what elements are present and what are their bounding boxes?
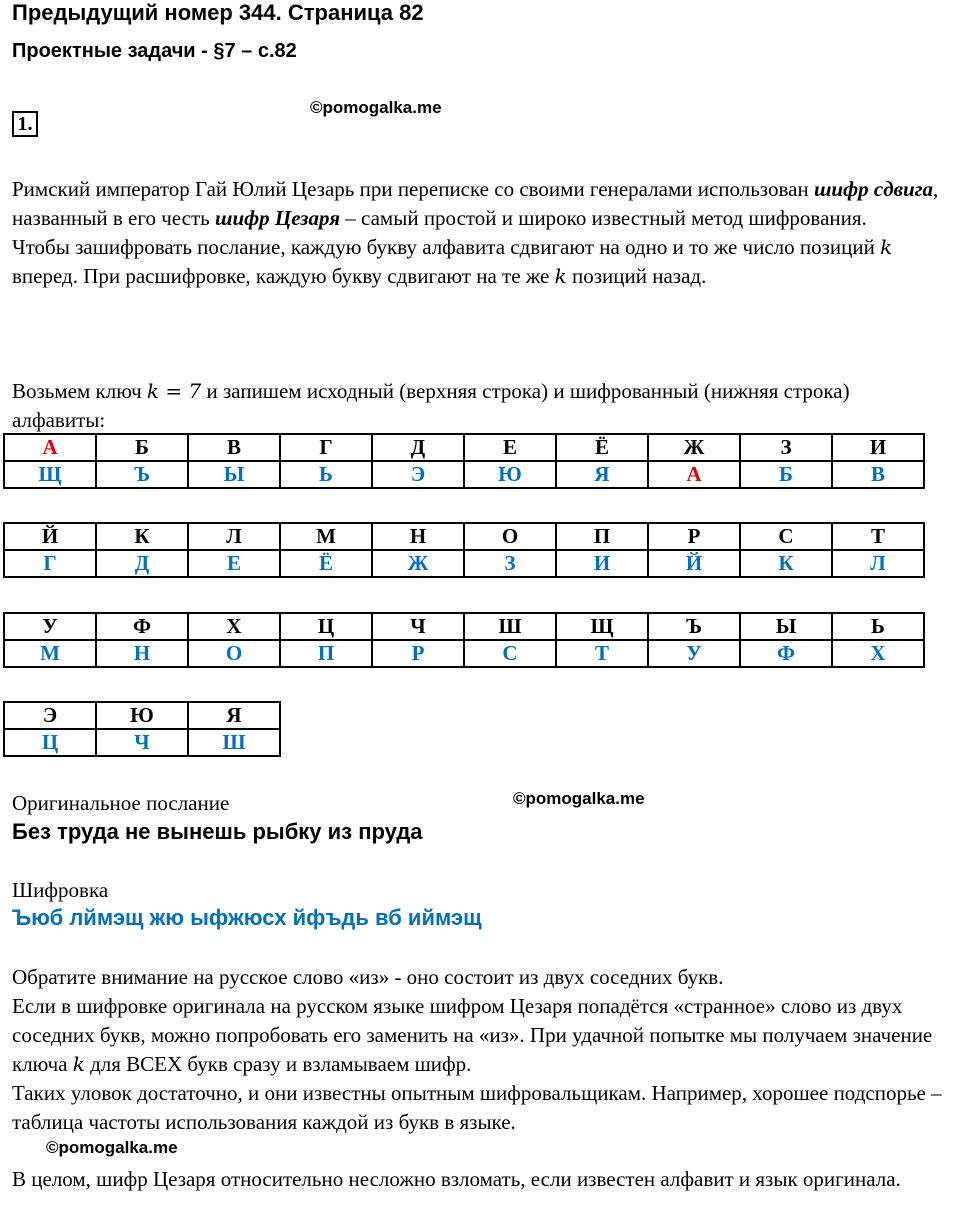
- alphabet-table-3: [3, 612, 925, 668]
- intro-paragraph-2: Чтобы зашифровать послание, каждую букву алфавита сдвигают на одно и то же число позиций k вперед. При расшифровке, каждую букву сдвигают на те же k позиций назад.: [12, 235, 893, 288]
- intro-text: [12, 175, 942, 291]
- cipher-letter-cell: Щ: [4, 461, 96, 488]
- watermark: ©pomogalka.me: [513, 789, 645, 808]
- watermark: ©pomogalka.me: [310, 98, 442, 117]
- page-title: Предыдущий номер 344. Страница 82: [12, 0, 424, 25]
- cipher-letter-cell: Ь: [280, 461, 372, 488]
- note-paragraph-3: Таких уловок достаточно, и они известны опытным шифровальщикам. Например, хорошее подспорье – таблица частоты использования каждой из букв в языке.: [12, 1081, 942, 1134]
- cipher-letter-cell: О: [188, 640, 280, 667]
- plain-letter-cell: Б: [96, 434, 188, 461]
- plain-letter-cell: Ж: [648, 434, 740, 461]
- plain-letter-cell: Ф: [96, 613, 188, 640]
- cipher-letter-cell: Г: [4, 550, 96, 577]
- plain-row: [4, 523, 924, 550]
- key-formula: k = 7: [146, 379, 202, 403]
- original-message: Без труда не вынешь рыбку из пруда: [12, 819, 423, 844]
- cipher-letter-cell: Н: [96, 640, 188, 667]
- cipher-letter-cell: Ц: [4, 729, 96, 756]
- alphabet-table-1: [3, 433, 925, 489]
- cipher-letter-cell: Л: [832, 550, 924, 577]
- plain-letter-cell: Л: [188, 523, 280, 550]
- plain-letter-cell: А: [4, 434, 96, 461]
- cipher-letter-cell: Э: [372, 461, 464, 488]
- cipher-row: [4, 729, 280, 756]
- plain-letter-cell: Х: [188, 613, 280, 640]
- intro-paragraph-1: Римский император Гай Юлий Цезарь при переписке со своими генералами использован шифр сдвига, названный в его честь шифр Цезаря – самый простой и широко известный метод шифрования.: [12, 177, 939, 230]
- key-paragraph: Возьмем ключ k = 7 и запишем исходный (верхняя строка) и шифрованный (нижняя строка) алфавиты:: [12, 379, 850, 432]
- plain-letter-cell: К: [96, 523, 188, 550]
- plain-letter-cell: Ц: [280, 613, 372, 640]
- plain-letter-cell: П: [556, 523, 648, 550]
- plain-letter-cell: О: [464, 523, 556, 550]
- plain-letter-cell: Э: [4, 702, 96, 729]
- cipher-letter-cell: Х: [832, 640, 924, 667]
- cipher-letter-cell: В: [832, 461, 924, 488]
- plain-letter-cell: Н: [372, 523, 464, 550]
- cipher-row: [4, 640, 924, 667]
- cipher-letter-cell: Ш: [188, 729, 280, 756]
- cipher-letter-cell: Й: [648, 550, 740, 577]
- cipher-row: [4, 550, 924, 577]
- plain-letter-cell: Ё: [556, 434, 648, 461]
- plain-letter-cell: И: [832, 434, 924, 461]
- plain-letter-cell: Ь: [832, 613, 924, 640]
- original-label: Оригинальное послание: [12, 791, 230, 815]
- cipher-letter-cell: Д: [96, 550, 188, 577]
- cipher-letter-cell: Ы: [188, 461, 280, 488]
- plain-letter-cell: Д: [372, 434, 464, 461]
- cipher-label: Шифровка: [12, 878, 109, 902]
- cipher-letter-cell: Ж: [372, 550, 464, 577]
- cipher-letter-cell: З: [464, 550, 556, 577]
- note-paragraph-2: Если в шифровке оригинала на русском языке шифром Цезаря попадётся «странное» слово из двух соседних букв, можно попробовать его заменить на «из». При удачной попытке мы получаем значение ключа k для ВСЕХ букв сразу и взламываем шифр.: [12, 994, 933, 1076]
- cipher-message: Ъюб лймэщ жю ыфжюсх йфъдь вб иймэщ: [12, 905, 482, 930]
- cipher-letter-cell: Т: [556, 640, 648, 667]
- cipher-letter-cell: А: [648, 461, 740, 488]
- plain-row: [4, 613, 924, 640]
- plain-letter-cell: Г: [280, 434, 372, 461]
- plain-letter-cell: Ъ: [648, 613, 740, 640]
- plain-letter-cell: Ш: [464, 613, 556, 640]
- plain-letter-cell: Ю: [96, 702, 188, 729]
- plain-row: [4, 702, 280, 729]
- plain-letter-cell: С: [740, 523, 832, 550]
- cipher-letter-cell: К: [740, 550, 832, 577]
- notes-text: [12, 963, 942, 1137]
- cipher-letter-cell: Ч: [96, 729, 188, 756]
- plain-letter-cell: Я: [188, 702, 280, 729]
- plain-letter-cell: Й: [4, 523, 96, 550]
- alphabet-table-2: [3, 522, 925, 578]
- cipher-row: [4, 461, 924, 488]
- cipher-letter-cell: Ф: [740, 640, 832, 667]
- plain-letter-cell: З: [740, 434, 832, 461]
- plain-row: [4, 434, 924, 461]
- plain-letter-cell: У: [4, 613, 96, 640]
- conclusion-text: [12, 1165, 942, 1194]
- plain-letter-cell: Р: [648, 523, 740, 550]
- page-subtitle: Проектные задачи - §7 – с.82: [12, 40, 297, 62]
- note-paragraph-1: Обратите внимание на русское слово «из» - оно состоит из двух соседних букв.: [12, 965, 724, 989]
- cipher-letter-cell: Б: [740, 461, 832, 488]
- plain-letter-cell: Щ: [556, 613, 648, 640]
- plain-letter-cell: Т: [832, 523, 924, 550]
- alphabet-table-4: [3, 701, 281, 757]
- plain-letter-cell: Е: [464, 434, 556, 461]
- cipher-letter-cell: Ъ: [96, 461, 188, 488]
- cipher-letter-cell: И: [556, 550, 648, 577]
- cipher-letter-cell: Я: [556, 461, 648, 488]
- task-number: 1.: [12, 111, 38, 137]
- cipher-letter-cell: П: [280, 640, 372, 667]
- cipher-letter-cell: М: [4, 640, 96, 667]
- plain-letter-cell: М: [280, 523, 372, 550]
- note-paragraph-4: В целом, шифр Цезаря относительно несложно взломать, если известен алфавит и язык оригинала.: [12, 1167, 901, 1191]
- cipher-letter-cell: Е: [188, 550, 280, 577]
- cipher-letter-cell: Ю: [464, 461, 556, 488]
- plain-letter-cell: В: [188, 434, 280, 461]
- plain-letter-cell: Ч: [372, 613, 464, 640]
- cipher-letter-cell: Ё: [280, 550, 372, 577]
- cipher-letter-cell: С: [464, 640, 556, 667]
- cipher-letter-cell: Р: [372, 640, 464, 667]
- watermark: ©pomogalka.me: [46, 1138, 178, 1157]
- plain-letter-cell: Ы: [740, 613, 832, 640]
- cipher-letter-cell: У: [648, 640, 740, 667]
